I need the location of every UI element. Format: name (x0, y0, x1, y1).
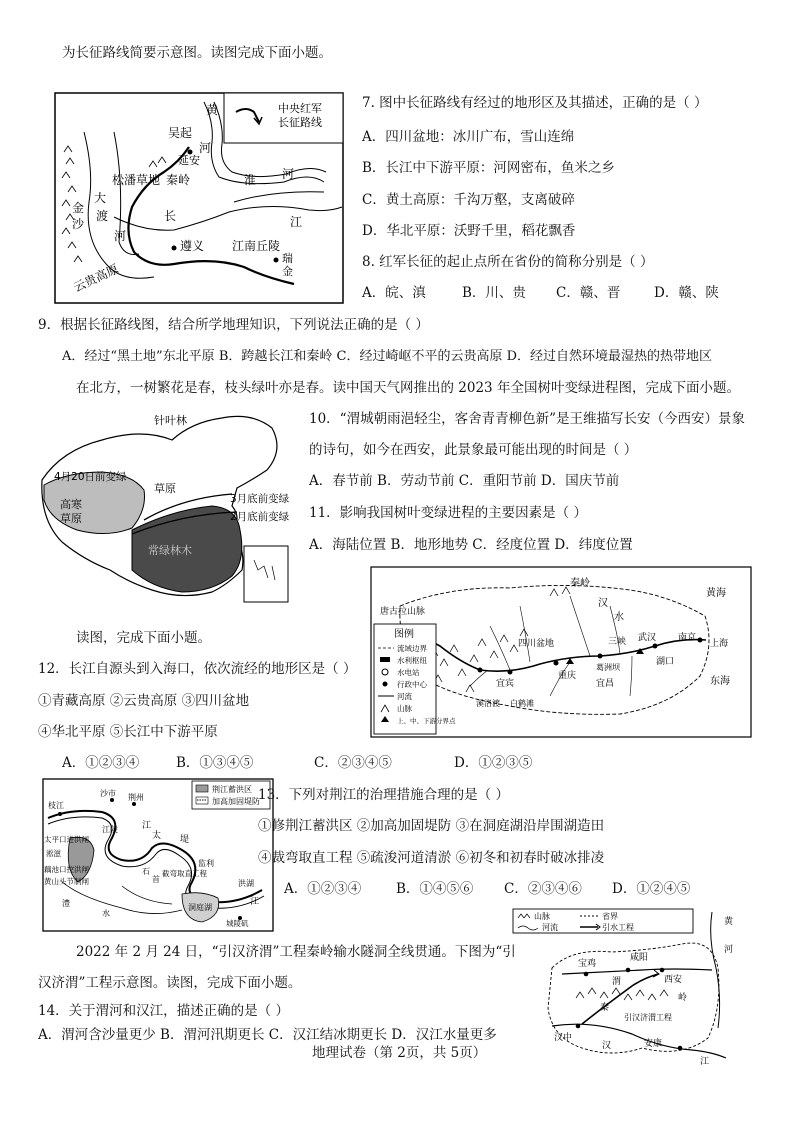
label-xianyang: 咸阳 (630, 953, 649, 963)
label-gaohan2: 草原 (60, 512, 82, 525)
label-chongqing: 重庆 (558, 671, 577, 681)
label-hukou: 湖口 (656, 657, 675, 667)
label-jiangnan: 江南丘陵 (232, 239, 281, 253)
intro-top: 为长征路线简要示意图。读图完成下面小题。 (62, 45, 332, 61)
label-yungui: 云贵高原 (71, 261, 121, 295)
q12-line2: ④华北平原 ⑤长江中下游平原 (38, 724, 218, 740)
label-he: 河 (724, 945, 734, 955)
label-shi: 石 (142, 867, 150, 876)
label-jiangling: 江陵 (102, 825, 118, 834)
legend-river: 河流 (542, 923, 558, 932)
label-jianli: 监利 (198, 859, 214, 868)
q12-line1: ①青藏高原 ②云贵高原 ③四川盆地 (38, 693, 250, 709)
page-footer: 地理试卷（第 2页，共 5页） (312, 1045, 487, 1061)
label-xian: 西安 (664, 975, 683, 985)
legend-boundary: 省界 (602, 912, 618, 921)
label-zunyi: 遵义 (180, 239, 205, 253)
label-ling: 岭 (678, 993, 688, 1003)
label-xiluodu: 溪洛渡 (476, 699, 500, 708)
legend-project: 引水工程 (602, 923, 634, 932)
q12-stem: 12．长江自源头到入海口，依次流经的地形区是（ ） (38, 661, 357, 677)
label-ruijin1: 瑞 (282, 252, 293, 265)
label-huangshan: 黄山头节制闸 (44, 877, 89, 886)
label-tai: 太 (152, 831, 162, 841)
label-baihetan: 白鹤滩 (510, 699, 534, 708)
label-li: 澧 (62, 899, 70, 908)
label-qinling: 秦岭 (570, 578, 590, 589)
label-chenglingji: 城陵矶 (226, 919, 249, 928)
label-han: 汉 (598, 598, 608, 609)
legend-title: 图例 (394, 629, 414, 640)
q12-option-d: D．①②③⑤ (454, 755, 533, 771)
q7-option-a: A．四川盆地：冰川广布，雪山连绵 (362, 129, 575, 145)
q12-option-c: C．②③④⑤ (314, 755, 392, 771)
legend-boundary: 流域边界 (397, 644, 427, 653)
label-shou: 首 (152, 875, 160, 884)
q10-stem-line1: 10．“渭城朝雨浥轻尘，客舍青青柳色新”是王维描写长安（今西安）景象 (309, 411, 745, 427)
label-shanghai: 上海 (710, 639, 729, 649)
label-yanan: 延安 (178, 154, 200, 167)
q10-stem-line2: 的诗句，如今在西安，此景象最可能出现的时间是（ ） (309, 442, 638, 458)
label-shui: 水 (614, 612, 624, 623)
legend-division: 上、中、下游分界点 (397, 717, 456, 725)
label-yibin: 宜宾 (496, 679, 515, 689)
label-jiang2: 江 (250, 897, 260, 907)
intro-q14-line1: 2022 年 2 月 24 日，“引汉济渭”工程秦岭输水隧洞全线贯通。下图为“引 (76, 944, 516, 960)
label-shui: 水 (102, 909, 110, 918)
legend-line1: 中央红军 (278, 102, 322, 115)
label-zhenye: 针叶林 (154, 414, 187, 427)
label-taipingkou: 太平口进洪闸 (44, 835, 89, 844)
label-apr20: 4月20日前变绿 (54, 471, 127, 483)
label-zhijiang: 枝江 (48, 801, 64, 810)
label-huang: 黄 (724, 917, 734, 927)
q7-option-c: C．黄土高原：千沟万壑，支离破碎 (362, 192, 575, 208)
q7-option-d: D．华北平原：沃野千里，稻花飘香 (362, 223, 576, 239)
q8-stem: 8. 红军长征的起止点所在省份的简称分别是（ ） (362, 254, 654, 270)
q9-options: A．经过“黑土地”东北平原 B．跨越长江和秦岭 C．经过崎岖不平的云贵高原 D．经过自然环境最湿热的热带地区 (62, 349, 713, 364)
legend-admin: 行政中心 (397, 680, 427, 689)
label-jin: 金 (72, 201, 85, 215)
q12-option-b: B．①③④⑤ (176, 755, 254, 771)
label-du: 渡 (96, 209, 109, 223)
q7-option-b: B．长江中下游平原：河网密布，鱼米之乡 (362, 160, 615, 176)
label-he1: 河 (199, 141, 212, 155)
q13-line2: ④裁弯取直工程 ⑤疏浚河道清淤 ⑥初冬和初春时破冰排凌 (258, 850, 605, 866)
label-forest: 常绿林木 (148, 544, 192, 557)
label-di: 堤 (180, 835, 190, 845)
label-qinling: 秦岭 (166, 173, 191, 187)
label-gezhouba: 葛洲坝 (596, 663, 620, 672)
q13-line1: ①修荆江蓄洪区 ②加高加固堤防 ③在洞庭湖沿岸围湖造田 (258, 818, 605, 834)
q13-option-a: A．①②③④ (284, 881, 362, 897)
label-sichuan: 四川盆地 (518, 639, 555, 649)
label-wei: 渭 (612, 977, 622, 987)
label-huanghai: 黄海 (706, 588, 726, 599)
long-march-map (54, 92, 344, 308)
q9-stem: 9．根据长征路线图，结合所学地理知识，下列说法正确的是（ ） (38, 317, 429, 333)
legend-dam: 水利枢纽 (397, 656, 427, 665)
legend-hydropower: 水电站 (397, 668, 420, 677)
label-da: 大 (94, 191, 107, 205)
q8-option-c: C．赣、晋 (556, 285, 621, 301)
legend-river: 河流 (397, 692, 412, 701)
legend-mountain: 山脉 (534, 912, 550, 921)
label-he2: 河 (282, 167, 295, 181)
label-he3: 河 (114, 229, 127, 243)
label-songpan: 松潘草地 (112, 173, 161, 187)
q7-stem: 7. 图中长征路线有经过的地形区及其描述，正确的是（ ） (362, 95, 708, 111)
label-jiang: 江 (290, 215, 303, 229)
q13-option-c: C．②③④⑥ (504, 881, 582, 897)
label-qin: 秦 (600, 1003, 610, 1013)
label-caiwan: 截弯取直工程 (162, 869, 207, 878)
legend-flood-area: 荆江蓄洪区 (212, 785, 252, 794)
label-nanjing: 南京 (678, 633, 697, 643)
label-donghai: 东海 (710, 676, 730, 687)
label-huang: 黄 (206, 103, 219, 117)
label-dongting: 洞庭湖 (188, 903, 212, 912)
q14-options: A．渭河含沙量更少 B．渭河汛期更长 C．汉江结冰期更长 D．汉江水量更多 (38, 1027, 497, 1043)
q14-stem: 14．关于渭河和汉江，描述正确的是（ ） (38, 1003, 289, 1019)
q13-stem: 13．下列对荆江的治理措施合理的是（ ） (258, 787, 509, 803)
label-caoyuan: 草原 (154, 482, 176, 495)
label-ruijin2: 金 (282, 265, 293, 278)
label-ankang: 安康 (644, 1039, 663, 1049)
q13-option-b: B．①④⑤⑥ (396, 881, 474, 897)
legend-line2: 长征路线 (278, 116, 322, 129)
legend-levee: 加高加固堤防 (212, 797, 260, 806)
label-feb: 2月底前变绿 (230, 511, 290, 523)
label-zhang: 长 (164, 209, 177, 223)
han-wei-map (512, 908, 742, 1072)
label-wuqi: 吴起 (168, 126, 193, 140)
q13-option-d: D．①②④⑤ (612, 881, 691, 897)
q11-stem: 11．影响我国树叶变绿进程的主要因素是（ ） (309, 505, 587, 521)
label-jingzhou: 荆州 (128, 793, 144, 802)
legend-mountain: 山脉 (397, 704, 412, 713)
label-sanxia: 三峡 (608, 637, 627, 647)
jingjiang-map (42, 778, 274, 936)
q12-option-a: A．①②③④ (62, 755, 140, 771)
intro-mid: 在北方，一树繁花是春，枝头绿叶亦是春。读中国天气网推出的 2023 年全国树叶变绿进程图，完成下面小题。 (76, 380, 740, 396)
label-wuhan: 武汉 (638, 633, 657, 643)
label-project: 引汉济渭工程 (624, 1013, 672, 1022)
intro-q12: 读图，完成下面小题。 (76, 630, 211, 646)
label-honghu: 洪湖 (238, 879, 254, 888)
yangtze-basin-map (370, 566, 752, 742)
label-shashi: 沙市 (100, 789, 116, 798)
label-baiyun: 淞滋 (46, 849, 61, 858)
green-up-map (32, 410, 304, 626)
label-huai: 淮 (244, 173, 257, 187)
label-mar: 3月底前变绿 (230, 493, 290, 505)
q11-options: A．海陆位置 B．地形地势 C．经度位置 D．纬度位置 (309, 537, 633, 553)
label-ouchikou: 藕池口控洪闸 (44, 865, 89, 874)
intro-q14-line2: 汉济渭”工程示意图。读图，完成下面小题。 (38, 975, 302, 991)
label-gaohan1: 高寒 (60, 498, 82, 511)
label-hanzhong: 汉中 (554, 1033, 573, 1043)
label-han: 汉 (602, 1041, 612, 1051)
q8-option-a: A．皖、滇 (362, 285, 426, 301)
label-baoji: 宝鸡 (578, 959, 597, 969)
q8-option-b: B．川、贵 (462, 285, 526, 301)
label-sha: 沙 (72, 217, 85, 231)
q10-options: A．春节前 B．劳动节前 C．重阳节前 D．国庆节前 (309, 473, 620, 489)
label-jiang: 江 (142, 821, 152, 831)
label-jiang: 江 (700, 1057, 710, 1067)
q8-option-d: D．赣、陕 (654, 285, 719, 301)
label-tanggula: 唐古拉山脉 (380, 607, 426, 617)
label-yichang: 宜昌 (596, 679, 615, 689)
